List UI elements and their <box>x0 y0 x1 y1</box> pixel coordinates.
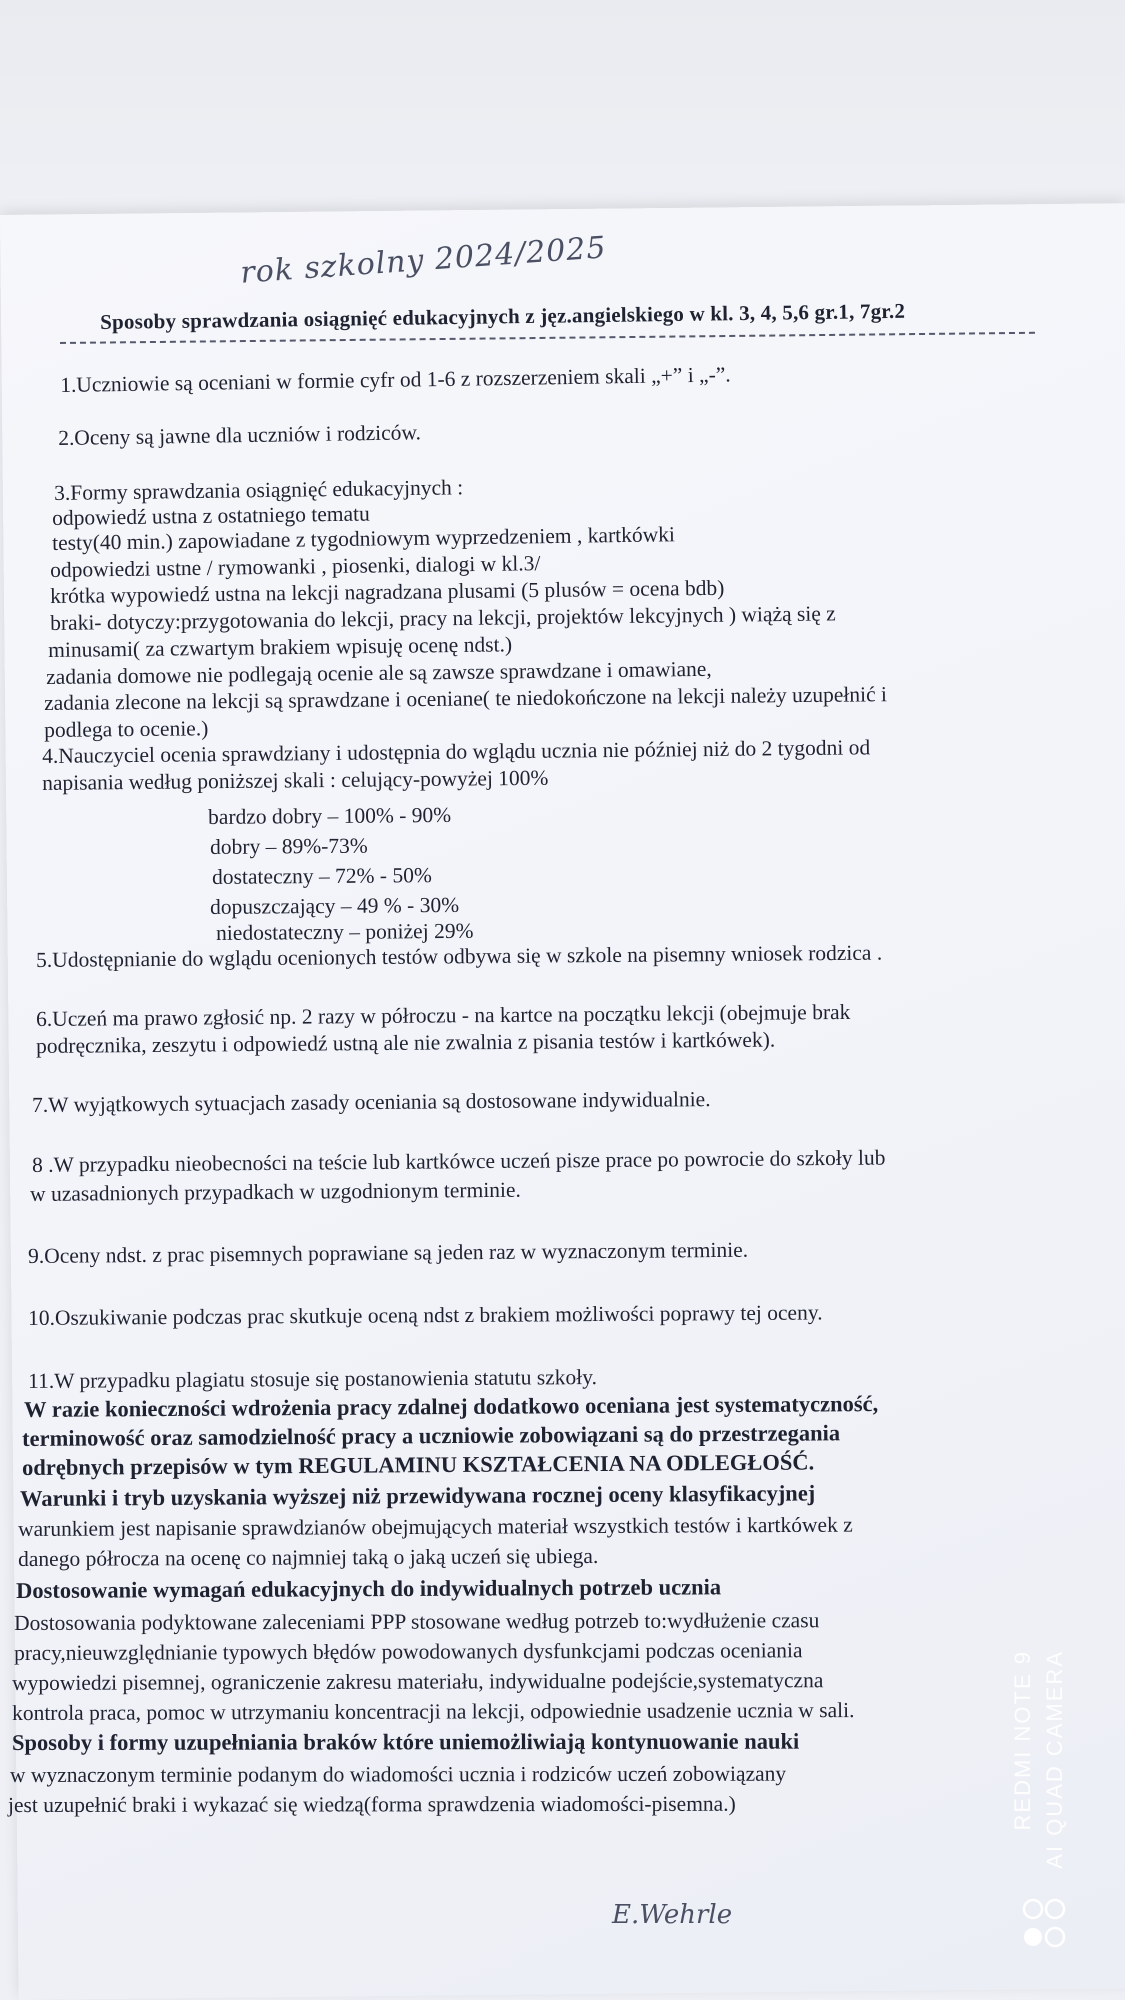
document-title: Sposoby sprawdzania osiągnięć edukacyjnych z jęz.angielskiego w kl. 3, 4, 5,6 gr.1, 7gr.2 <box>100 298 906 334</box>
document-line: 1.Uczniowie są oceniani w formie cyfr od 1-6 z rozszerzeniem skali „+” i „-”. <box>60 362 731 397</box>
camera-watermark <box>1000 1650 1090 1980</box>
handwritten-signature: E.Wehrle <box>612 1900 733 1930</box>
document-line: 3.Formy sprawdzania osiągnięć edukacyjnych : <box>54 475 464 505</box>
document-line: w uzasadnionych przypadkach w uzgodnionym terminie. <box>30 1177 521 1206</box>
document-line: warunkiem jest napisanie sprawdzianów obejmujących materiał wszystkich testów i kartkówek z <box>18 1512 853 1541</box>
document-line: 6.Uczeń ma prawo zgłosić np. 2 razy w półroczu - na kartce na początku lekcji (obejmuje brak <box>36 999 851 1031</box>
document-line: jest uzupełnić braki i wykazać się wiedzą(forma sprawdzenia wiadomości-pisemna.) <box>8 1791 736 1817</box>
handwritten-school-year: rok szkolny 2024/2025 <box>239 230 608 291</box>
document-line: 7.W wyjątkowych sytuacjach zasady oceniania są dostosowane indywidualnie. <box>32 1087 711 1117</box>
document-line: odpowiedź ustna z ostatniego tematu <box>52 501 370 530</box>
document-line: 4.Nauczyciel ocenia sprawdziany i udostępnia do wglądu ucznia nie później niż do 2 tygodni od <box>42 735 871 768</box>
document-line: Sposoby i formy uzupełniania braków które uniemożliwiają kontynuowanie nauki <box>12 1728 800 1755</box>
document-line: podręcznika, zeszytu i odpowiedź ustną ale nie zwalnia z pisania testów i kartkówek). <box>36 1027 776 1058</box>
document-line: 11.W przypadku plagiatu stosuje się postanowienia statutu szkoły. <box>28 1365 598 1393</box>
document-line: testy(40 min.) zapowiadane z tygodniowym wyprzedzeniem , kartkówki <box>52 522 676 555</box>
document-line: minusami( za czwartym brakiem wpisuję ocenę ndst.) <box>48 632 513 662</box>
document-line: krótka wypowiedź ustna na lekcji nagradzana plusami (5 plusów = ocena bdb) <box>50 575 725 608</box>
document-line: Dostosowanie wymagań edukacyjnych do indywidualnych potrzeb ucznia <box>16 1574 722 1603</box>
document-line: dostateczny – 72% - 50% <box>212 863 432 889</box>
document-line: odpowiedzi ustne / rymowanki , piosenki, dialogi w kl.3/ <box>50 551 541 582</box>
document-line: 2.Oceny są jawne dla uczniów i rodziców. <box>58 420 422 450</box>
document-line: 8 .W przypadku nieobecności na teście lub kartkówce uczeń pisze prace po powrocie do szkoły lub <box>32 1145 886 1177</box>
document-line: kontrola praca, pomoc w utrzymaniu koncentracji na lekcji, odpowiednie usadzenie ucznia w sali. <box>12 1698 855 1725</box>
document-line: odrębnych przepisów w tym REGULAMINU KSZTAŁCENIA NA ODLEGŁOŚĆ. <box>22 1449 815 1480</box>
document-line: danego półrocza na ocenę co najmniej taką o jaką uczeń się ubiega. <box>18 1543 599 1571</box>
document-line: w wyznaczonym terminie podanym do wiadomości ucznia i rodziców uczeń zobowiązany <box>10 1761 787 1787</box>
document-line: W razie konieczności wdrożenia pracy zdalnej dodatkowo oceniana jest systematyczność, <box>24 1391 879 1422</box>
watermark-camera: AI QUAD CAMERA <box>1042 1650 1067 1869</box>
document-line: podlega to ocenie.) <box>44 716 209 742</box>
watermark-model: REDMI NOTE 9 <box>1010 1650 1035 1831</box>
document-line: bardzo dobry – 100% - 90% <box>208 802 452 829</box>
document-line: 9.Oceny ndst. z prac pisemnych poprawiane są jeden raz w wyznaczonym terminie. <box>28 1237 749 1268</box>
document-line: 10.Oszukiwanie podczas prac skutkuje oceną ndst z brakiem możliwości poprawy tej oceny. <box>28 1300 823 1330</box>
document-line: 5.Udostępnianie do wglądu ocenionych testów odbywa się w szkole na pisemny wniosek rodzica . <box>36 940 883 972</box>
document-line: wypowiedzi pisemnej, ograniczenie zakresu materiału, indywidualne podejście,systematyczna <box>12 1668 824 1695</box>
camera-dots-icon <box>1020 1895 1070 1965</box>
document-line: niedostateczny – poniżej 29% <box>216 918 474 945</box>
document-line: zadania zlecone na lekcji są sprawdzane i oceniane( te niedokończone na lekcji należy uzupełnić i <box>44 682 888 715</box>
background-surface <box>0 0 1125 230</box>
document-line: Warunki i tryb uzyskania wyższej niż przewidywana rocznej oceny klasyfikacyjnej <box>20 1480 816 1511</box>
document-line: braki- dotyczy:przygotowania do lekcji, pracy na lekcji, projektów lekcyjnych ) wiążą się z <box>50 601 836 635</box>
document-line: napisania według poniższej skali : celujący-powyżej 100% <box>42 765 549 795</box>
document-line: dobry – 89%-73% <box>210 833 368 859</box>
document-line: pracy,nieuwzględnianie typowych błędów powodowanych dysfunkcjami podczas oceniania <box>14 1638 803 1665</box>
document-line: dopuszczający – 49 % - 30% <box>210 892 460 919</box>
document-line: Dostosowania podyktowane zaleceniami PPP stosowane według potrzeb to:wydłużenie czasu <box>14 1608 820 1635</box>
document-line: terminowość oraz samodzielność pracy a uczniowie zobowiązani są do przestrzegania <box>22 1420 841 1451</box>
document-line: zadania domowe nie podlegają ocenie ale są zawsze sprawdzane i omawiane, <box>46 656 712 689</box>
